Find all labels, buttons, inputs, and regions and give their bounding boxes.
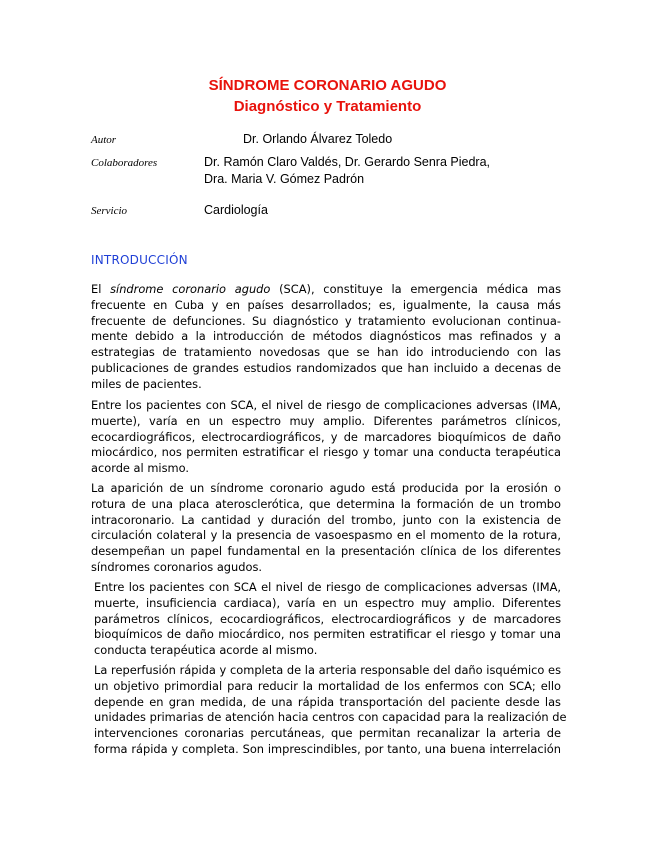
paragraph-5 [94,663,567,758]
paragraph-line: unidades primarias de atención hacia centros con capacidad para la realización de [94,710,567,725]
paragraph-line: síndromes coronarios agudos. [91,559,262,574]
paragraph-line: forma rápida y completa. Son imprescindibles, por tanto, una buena interrelación [94,741,561,756]
paragraph-line: estrategias de tratamiento novedosas que se han ido introduciendo con las [91,345,561,360]
paragraph-line: intervenciones coronarias percutáneas, que permitan recanalizar la arteria de [94,726,561,741]
paragraph-line: circulación colateral y la presencia de vasoespasmo en el momento de la rotura, [91,528,561,543]
document-subtitle: Diagnóstico y Tratamiento [233,98,422,115]
paragraph-line: muerte), varía en un espectro muy amplio. Diferentes parámetros clínicos, [91,413,561,428]
paragraph-1 [91,282,561,393]
paragraph-line: ecocardiográficos, electrocardiográficos, y de marcadores bioquímicos de daño [91,429,561,444]
paragraph-line: muerte, insuficiencia cardiaca), varía en un espectro muy amplio. Diferentes [94,595,561,610]
italic-term: síndrome coronario agudo [110,282,271,296]
collaborators-label: Colaboradores [91,157,158,169]
author-value: Dr. Orlando Álvarez Toledo [243,132,393,146]
paragraph-line: La aparición de un síndrome coronario agudo está producida por la erosión o [91,481,561,495]
paragraph-line: intracoronario. La cantidad y duración del trombo, junto con la existencia de [91,512,561,527]
paragraph-4 [94,580,561,659]
paragraph-line: frecuente de defunciones. Su diagnóstico y tratamiento evolucionan continua- [91,313,561,328]
paragraph-line: Entre los pacientes con SCA el nivel de riesgo de complicaciones adversas (IMA, [94,580,561,594]
paragraph-line: conducta terapéutica acorde al mismo. [94,643,318,658]
paragraph-3 [91,481,561,576]
service-label: Servicio [91,205,128,217]
paragraph-line: parámetros clínicos, ecocardiográficos, electrocardiográficos y de marcadores [94,611,561,626]
paragraph-line: publicaciones de grandes estudios randomizados que han incluido a decenas de [91,360,561,375]
paragraph-line: depende en gran medida, de una rápida transportación del paciente desde las [94,694,561,709]
paragraph-2 [91,398,561,477]
paragraph-line: un objetivo primordial para reducir la mortalidad de los enfermos con SCA; ello [94,678,561,693]
paragraph-line: miles de pacientes. [91,376,202,391]
paragraph-line: Entre los pacientes con SCA, el nivel de riesgo de complicaciones adversas (IMA, [91,398,561,412]
collaborators-line-1: Dr. Ramón Claro Valdés, Dr. Gerardo Senra Piedra, [204,155,491,169]
paragraph-line: acorde al mismo. [91,461,189,476]
collaborators-line-2: Dra. Maria V. Gómez Padrón [204,172,365,186]
section-heading: INTRODUCCIÓN [91,253,188,267]
paragraph-line: frecuente en Cuba y en países desarrollados; es, igualmente, la causa más [91,297,561,312]
author-label: Autor [91,134,117,146]
paragraph-line: rotura de una placa aterosclerótica, que determina la formación de un trombo [91,496,561,511]
document-title: SÍNDROME CORONARIO AGUDO [208,77,447,94]
paragraph-line: desempeñan un papel fundamental en la presentación clínica de los diferentes [91,544,561,559]
service-value: Cardiología [204,203,268,217]
paragraph-line: mente debido a la introducción de métodos diagnósticos mas refinados y a [91,329,561,344]
paragraph-line: El síndrome coronario agudo (SCA), constituye la emergencia médica mas [91,282,562,296]
paragraph-line: miocárdico, nos permiten estratificar el riesgo y tomar una conducta terapéutica [91,445,561,460]
paragraph-line: La reperfusión rápida y completa de la arteria responsable del daño isquémico es [94,663,561,677]
paragraph-line: bioquímicos de daño miocárdico, nos permiten estratificar el riesgo y tomar una [94,627,561,642]
